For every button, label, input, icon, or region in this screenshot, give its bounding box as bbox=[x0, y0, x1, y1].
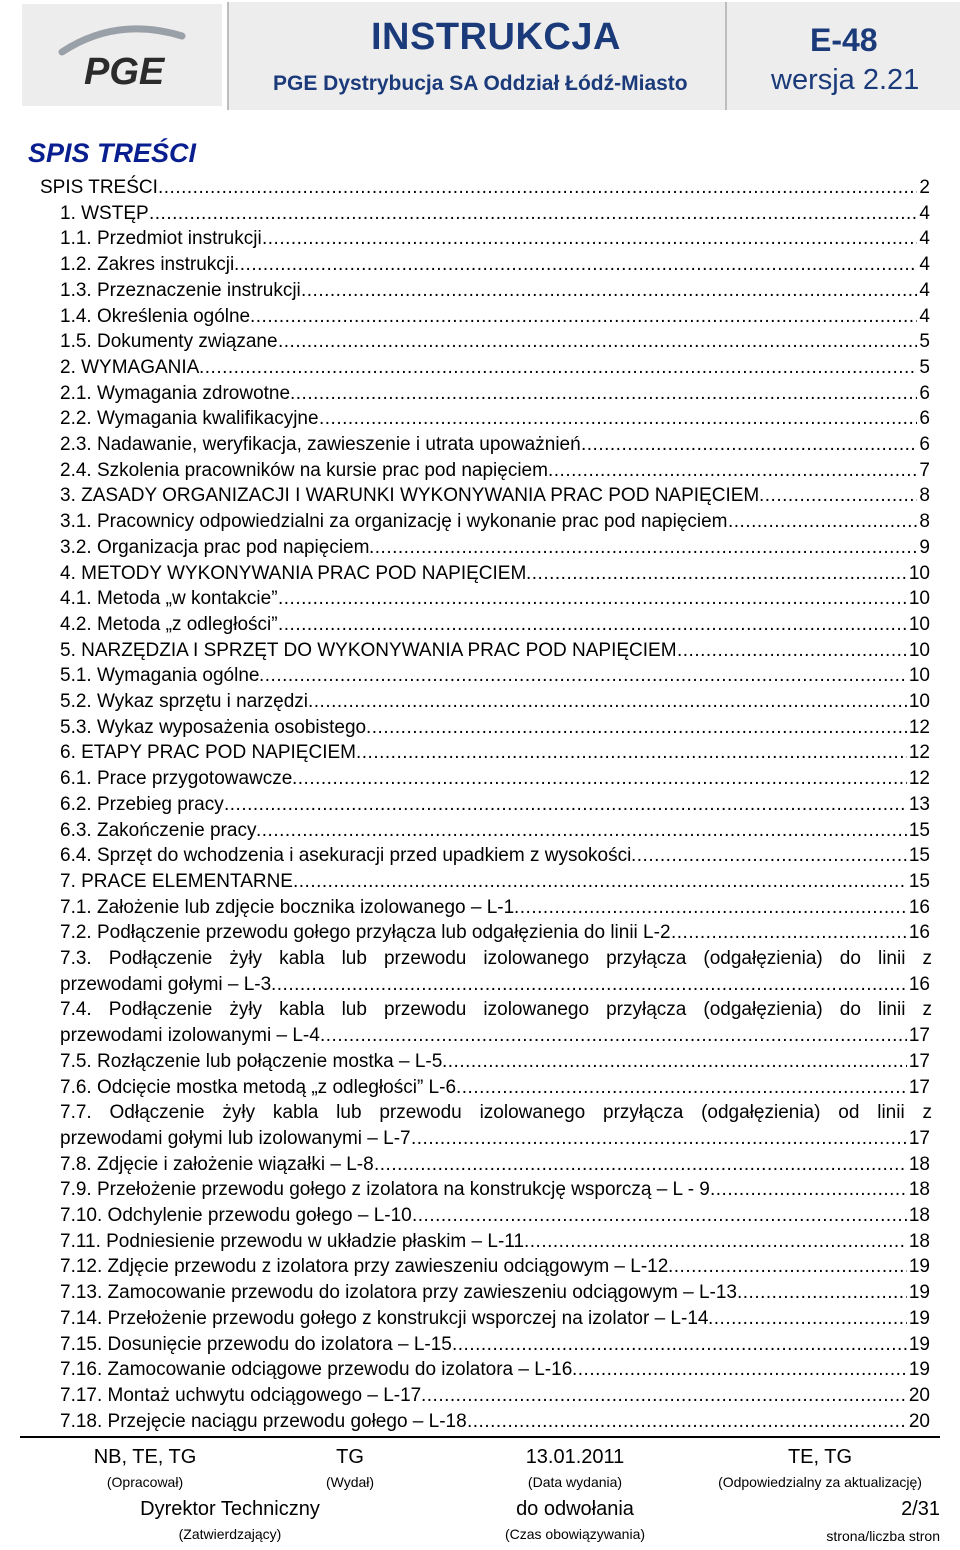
toc-page-number: 18 bbox=[908, 1179, 930, 1201]
toc-entry-label: 1. WSTĘP bbox=[60, 202, 149, 224]
toc-entry-label: 7.13. Zamocowanie przewodu do izolatora przy zawieszeniu odciągowym – L-13 bbox=[60, 1282, 737, 1304]
toc-entry-label: 7.3. Podłączenie żyły kabla lub przewodu izolowanego przyłącza (odgałęzienia) do linii z bbox=[60, 948, 932, 969]
toc-entry-label: 6. ETAPY PRAC POD NAPIĘCIEM bbox=[60, 742, 356, 764]
toc-page-number: 16 bbox=[908, 973, 930, 995]
toc-entry[interactable] bbox=[0, 921, 960, 945]
toc-entry[interactable] bbox=[0, 484, 960, 508]
toc-entry[interactable] bbox=[0, 639, 960, 663]
toc-leader-dots bbox=[308, 690, 907, 714]
toc-entry[interactable] bbox=[0, 664, 960, 688]
toc-entry[interactable] bbox=[0, 690, 960, 714]
toc-entry-label: 7.9. Przełożenie przewodu gołego z izolatora na konstrukcję wsporczą – L - 9 bbox=[60, 1179, 710, 1201]
toc-entry[interactable] bbox=[0, 947, 960, 971]
toc-entry-continuation[interactable] bbox=[0, 1127, 960, 1151]
toc-entry[interactable] bbox=[0, 716, 960, 740]
toc-entry[interactable] bbox=[0, 562, 960, 586]
toc-page-number: 17 bbox=[908, 1025, 930, 1047]
toc-leader-dots bbox=[412, 1204, 907, 1228]
toc-leader-dots bbox=[224, 793, 907, 817]
responsible-label: (Odpowiedzialny za aktualizację) bbox=[718, 1474, 922, 1490]
toc-page-number: 4 bbox=[919, 279, 930, 301]
toc-entry[interactable] bbox=[0, 1178, 960, 1202]
approved-value: Dyrektor Techniczny bbox=[140, 1498, 320, 1520]
prepared-label: (Opracował) bbox=[106, 1474, 184, 1490]
toc-page-number: 16 bbox=[908, 896, 930, 918]
toc-entry-label: 7.5. Rozłączenie lub połączenie mostka – L-5 bbox=[60, 1050, 443, 1072]
toc-page-number: 19 bbox=[908, 1359, 930, 1381]
toc-entry-label: 3.2. Organizacja prac pod napięciem bbox=[60, 536, 370, 558]
responsible-value: TE, TG bbox=[787, 1446, 853, 1468]
toc-entry[interactable] bbox=[0, 1101, 960, 1125]
toc-leader-dots bbox=[514, 896, 907, 920]
toc-entry[interactable] bbox=[0, 1230, 960, 1254]
toc-entry-label: SPIS TREŚCI bbox=[40, 177, 158, 198]
toc-leader-dots bbox=[320, 1024, 907, 1048]
toc-entry-label: 6.1. Prace przygotowawcze bbox=[60, 768, 293, 790]
toc-leader-dots bbox=[728, 510, 917, 534]
toc-leader-dots bbox=[456, 1076, 907, 1100]
toc-page-number: 4 bbox=[919, 305, 930, 327]
toc-leader-dots bbox=[369, 536, 917, 560]
toc-page-number: 15 bbox=[908, 819, 930, 841]
issued-value: TG bbox=[336, 1446, 364, 1468]
toc-leader-dots bbox=[262, 227, 917, 251]
toc-entry-label: 1.5. Dokumenty związane bbox=[60, 331, 278, 353]
toc-leader-dots bbox=[548, 459, 917, 483]
toc-leader-dots bbox=[374, 1153, 907, 1177]
validity-label: (Czas obowiązywania) bbox=[504, 1526, 646, 1542]
toc-entry-label: 1.1. Przedmiot instrukcji bbox=[60, 228, 262, 250]
toc-page-number: 15 bbox=[908, 845, 930, 867]
toc-leader-dots bbox=[293, 870, 907, 894]
document-code: E-48 bbox=[810, 22, 878, 58]
toc-entry[interactable] bbox=[0, 202, 960, 226]
toc-entry[interactable] bbox=[0, 407, 960, 431]
toc-leader-dots bbox=[737, 1281, 907, 1305]
toc-page-number: 19 bbox=[908, 1282, 930, 1304]
toc-entry[interactable] bbox=[0, 870, 960, 894]
toc-entry[interactable] bbox=[0, 510, 960, 534]
toc-entry[interactable] bbox=[0, 356, 960, 380]
toc-entry[interactable] bbox=[0, 1153, 960, 1177]
toc-leader-dots bbox=[256, 819, 907, 843]
toc-page-number: 17 bbox=[908, 1050, 930, 1072]
toc-entry-label: 7.18. Przejęcie naciągu przewodu gołego – L-18 bbox=[60, 1410, 467, 1432]
issue-date-label: (Data wydania) bbox=[527, 1474, 623, 1490]
toc-entry-label: 7.12. Zdjęcie przewodu z izolatora przy zawieszeniu odciągowym – L-12 bbox=[60, 1256, 669, 1278]
toc-entry-label: 1.2. Zakres instrukcji bbox=[60, 254, 235, 276]
toc-entry[interactable] bbox=[0, 227, 960, 251]
toc-entry-label: 7.2. Podłączenie przewodu gołego przyłącza lub odgałęzienia do linii L-2 bbox=[60, 922, 671, 944]
toc-leader-dots bbox=[581, 433, 917, 457]
toc-leader-dots bbox=[199, 356, 917, 380]
toc-leader-dots bbox=[421, 1384, 907, 1408]
toc-entry-label: 2. WYMAGANIA bbox=[60, 356, 200, 378]
issue-date-value: 13.01.2011 bbox=[525, 1446, 625, 1468]
organization-name: PGE Dystrybucja SA Oddział Łódź-Miasto bbox=[273, 72, 688, 95]
toc-leader-dots bbox=[442, 1050, 907, 1074]
toc-page-number: 5 bbox=[919, 331, 930, 353]
toc-entry-continuation[interactable] bbox=[0, 973, 960, 997]
toc-entry[interactable] bbox=[0, 819, 960, 843]
toc-leader-dots bbox=[710, 1178, 907, 1202]
toc-entry[interactable] bbox=[0, 1255, 960, 1279]
toc-entry-label: 1.4. Określenia ogólne bbox=[60, 305, 251, 327]
document-version: wersja 2.21 bbox=[771, 64, 920, 96]
toc-leader-dots bbox=[278, 587, 907, 611]
toc-page-number: 4 bbox=[919, 228, 930, 250]
toc-leader-dots bbox=[259, 664, 907, 688]
toc-entry[interactable] bbox=[0, 741, 960, 765]
toc-page-number: 20 bbox=[908, 1384, 930, 1406]
toc-leader-dots bbox=[759, 484, 917, 508]
toc-entry-label: 6.2. Przebieg pracy bbox=[60, 793, 224, 815]
toc-page-number: 12 bbox=[908, 768, 930, 790]
toc-leader-dots bbox=[671, 921, 907, 945]
toc-leader-dots bbox=[411, 1127, 907, 1151]
toc-leader-dots bbox=[356, 741, 907, 765]
toc-entry-label: przewodami gołymi lub izolowanymi – L-7 bbox=[60, 1127, 411, 1149]
toc-entry-label: 5.1. Wymagania ogólne bbox=[60, 665, 260, 687]
toc-entry-label: 7.16. Zamocowanie odciągowe przewodu do izolatora – L-16 bbox=[60, 1359, 573, 1381]
toc-leader-dots bbox=[301, 279, 917, 303]
toc-leader-dots bbox=[250, 305, 917, 329]
toc-entry-label: 7.6. Odcięcie mostka metodą „z odległości” L-6 bbox=[60, 1076, 457, 1098]
toc-leader-dots bbox=[526, 562, 907, 586]
toc-entry[interactable] bbox=[0, 433, 960, 457]
toc-entry[interactable] bbox=[0, 176, 960, 200]
toc-page-number: 17 bbox=[908, 1127, 930, 1149]
toc-entry[interactable] bbox=[0, 1333, 960, 1357]
toc-page-number: 18 bbox=[908, 1205, 930, 1226]
toc-page-number: 16 bbox=[908, 922, 930, 944]
toc-page-number: 19 bbox=[908, 1333, 930, 1355]
toc-leader-dots bbox=[524, 1230, 907, 1254]
toc-heading: SPIS TREŚCI bbox=[28, 138, 197, 168]
toc-entry-label: 4.2. Metoda „z odległości” bbox=[60, 613, 278, 635]
toc-leader-dots bbox=[366, 716, 907, 740]
toc-leader-dots bbox=[452, 1333, 907, 1357]
toc-entry-label: 7.1. Założenie lub zdjęcie bocznika izolowanego – L-1 bbox=[60, 896, 515, 918]
toc-page-number: 5 bbox=[919, 356, 930, 378]
toc-entry[interactable] bbox=[0, 253, 960, 277]
toc-entry-label: 6.4. Sprzęt do wchodzenia i asekuracji przed upadkiem z wysokości bbox=[60, 845, 632, 867]
toc-entry[interactable] bbox=[0, 330, 960, 354]
toc-leader-dots bbox=[708, 1307, 907, 1331]
toc-page-number: 8 bbox=[919, 485, 930, 507]
toc-page-number: 6 bbox=[919, 408, 930, 430]
toc-entry[interactable] bbox=[0, 998, 960, 1022]
toc-leader-dots bbox=[668, 1255, 907, 1279]
toc-leader-dots bbox=[271, 973, 907, 997]
toc-entry[interactable] bbox=[0, 382, 960, 406]
toc-entry-label: 7.17. Montaż uchwytu odciągowego – L-17 bbox=[60, 1384, 422, 1406]
validity-value: do odwołania bbox=[516, 1498, 634, 1520]
toc-leader-dots bbox=[149, 202, 917, 226]
toc-entry[interactable] bbox=[0, 1307, 960, 1331]
toc-entry-label: 3. ZASADY ORGANIZACJI I WARUNKI WYKONYWANIA PRAC POD NAPIĘCIEM bbox=[60, 485, 760, 507]
toc-entry-label: 3.1. Pracownicy odpowiedzialni za organizację i wykonanie prac pod napięciem bbox=[60, 511, 728, 533]
toc-page-number: 10 bbox=[908, 665, 930, 687]
toc-page-number: 12 bbox=[908, 716, 930, 738]
toc-entry[interactable] bbox=[0, 767, 960, 791]
toc-page-number: 15 bbox=[908, 870, 930, 892]
toc-page-number: 4 bbox=[919, 254, 930, 276]
toc-page-number: 2 bbox=[919, 177, 930, 198]
toc-page-number: 6 bbox=[919, 382, 930, 404]
toc-entry[interactable] bbox=[0, 459, 960, 483]
toc-page-number: 17 bbox=[908, 1076, 930, 1098]
toc-entry[interactable] bbox=[0, 1076, 960, 1100]
toc-page-number: 10 bbox=[908, 588, 930, 610]
toc-entry[interactable] bbox=[0, 844, 960, 868]
toc-page-number: 10 bbox=[908, 613, 930, 635]
toc-entry-label: 2.3. Nadawanie, weryfikacja, zawieszenie i utrata upoważnień bbox=[60, 434, 581, 455]
toc-entry-label: 5. NARZĘDZIA I SPRZĘT DO WYKONYWANIA PRAC POD NAPIĘCIEM bbox=[60, 639, 677, 661]
toc-page-number: 9 bbox=[919, 536, 930, 558]
toc-leader-dots bbox=[278, 613, 907, 637]
toc-entry[interactable] bbox=[0, 613, 960, 637]
toc-leader-dots bbox=[290, 382, 917, 406]
toc-leader-dots bbox=[572, 1358, 907, 1382]
toc-entry-label: 7.8. Zdjęcie i założenie wiązałki – L-8 bbox=[60, 1153, 374, 1175]
toc-leader-dots bbox=[467, 1410, 907, 1434]
toc-entry-label: 7.15. Dosunięcie przewodu do izolatora – L-15 bbox=[60, 1333, 452, 1355]
prepared-value: NB, TE, TG bbox=[93, 1446, 197, 1468]
toc-page-number: 20 bbox=[908, 1410, 930, 1432]
toc-entry-label: 7.11. Podniesienie przewodu w układzie płaskim – L-11 bbox=[60, 1230, 525, 1252]
issued-label: (Wydał) bbox=[325, 1474, 375, 1490]
toc-entry[interactable] bbox=[0, 1281, 960, 1305]
page-count-value: 2/31 bbox=[901, 1498, 940, 1520]
toc-entry-continuation[interactable] bbox=[0, 1024, 960, 1048]
document-footer bbox=[20, 1436, 940, 1548]
toc-entry-label: 7.7. Odłączenie żyły kabla lub przewodu izolowanego przyłącza (odgałęzienia) od linii z bbox=[60, 1102, 932, 1124]
toc-leader-dots bbox=[677, 639, 907, 663]
toc-entry[interactable] bbox=[0, 793, 960, 817]
toc-page-number: 6 bbox=[919, 434, 930, 455]
toc-entry[interactable] bbox=[0, 305, 960, 329]
toc-entry-label: 1.3. Przeznaczenie instrukcji bbox=[60, 279, 301, 301]
toc-page-number: 8 bbox=[919, 511, 930, 533]
toc-entry-label: 4. METODY WYKONYWANIA PRAC POD NAPIĘCIEM bbox=[60, 562, 527, 584]
toc-entry[interactable] bbox=[0, 1358, 960, 1382]
toc-entry-label: 2.2. Wymagania kwalifikacyjne bbox=[60, 408, 319, 430]
toc-page-number: 4 bbox=[919, 202, 930, 224]
toc-page-number: 18 bbox=[908, 1153, 930, 1175]
toc-entry[interactable] bbox=[0, 279, 960, 303]
svg-text:PGE: PGE bbox=[84, 51, 165, 93]
approved-label: (Zatwierdzający) bbox=[178, 1526, 282, 1542]
toc-entry-label: 5.2. Wykaz sprzętu i narzędzi bbox=[60, 691, 308, 712]
toc-entry-label: 6.3. Zakończenie pracy bbox=[60, 819, 257, 841]
toc-leader-dots bbox=[631, 844, 907, 868]
toc-entry[interactable] bbox=[0, 1410, 960, 1434]
toc-leader-dots bbox=[292, 767, 907, 791]
toc-entry-label: 7.10. Odchylenie przewodu gołego – L-10 bbox=[60, 1205, 412, 1226]
toc-page-number: 10 bbox=[908, 691, 930, 712]
toc-entry-label: 2.4. Szkolenia pracowników na kursie prac pod napięciem bbox=[60, 459, 548, 481]
toc-page-number: 10 bbox=[908, 562, 930, 584]
toc-page-number: 18 bbox=[908, 1230, 930, 1252]
toc-entry-label: 5.3. Wykaz wyposażenia osobistego bbox=[60, 716, 367, 738]
toc-page-number: 19 bbox=[908, 1256, 930, 1278]
page-count-label: strona/liczba stron bbox=[826, 1528, 940, 1544]
toc-entry-label: 2.1. Wymagania zdrowotne bbox=[60, 382, 291, 404]
toc-entry[interactable] bbox=[0, 896, 960, 920]
toc-entry[interactable] bbox=[0, 536, 960, 560]
toc-leader-dots bbox=[278, 330, 917, 354]
toc-entry[interactable] bbox=[0, 1384, 960, 1408]
toc-page-number: 13 bbox=[908, 793, 930, 815]
toc-entry-label: 7.4. Podłączenie żyły kabla lub przewodu izolowanego przyłącza (odgałęzienia) do linii z bbox=[60, 999, 932, 1021]
toc-page-number: 7 bbox=[919, 459, 930, 481]
toc-entry[interactable] bbox=[0, 1050, 960, 1074]
toc-page-number: 12 bbox=[908, 742, 930, 764]
toc-entry[interactable] bbox=[0, 587, 960, 611]
toc-leader-dots bbox=[234, 253, 917, 277]
toc-entry[interactable] bbox=[0, 1204, 960, 1228]
toc-entry-label: przewodami izolowanymi – L-4 bbox=[60, 1025, 320, 1047]
document-title: INSTRUKCJA bbox=[371, 16, 621, 58]
toc-entry-label: 4.1. Metoda „w kontakcie” bbox=[60, 588, 278, 610]
toc-entry-label: przewodami gołymi – L-3 bbox=[60, 973, 272, 995]
toc-page-number: 19 bbox=[908, 1307, 930, 1329]
toc-entry-label: 7.14. Przełożenie przewodu gołego z konstrukcji wsporczej na izolator – L-14 bbox=[60, 1307, 709, 1329]
toc-page-number: 10 bbox=[908, 639, 930, 661]
toc-leader-dots bbox=[158, 176, 917, 200]
toc-entry-label: 7. PRACE ELEMENTARNE bbox=[60, 870, 293, 892]
toc-leader-dots bbox=[319, 407, 917, 431]
